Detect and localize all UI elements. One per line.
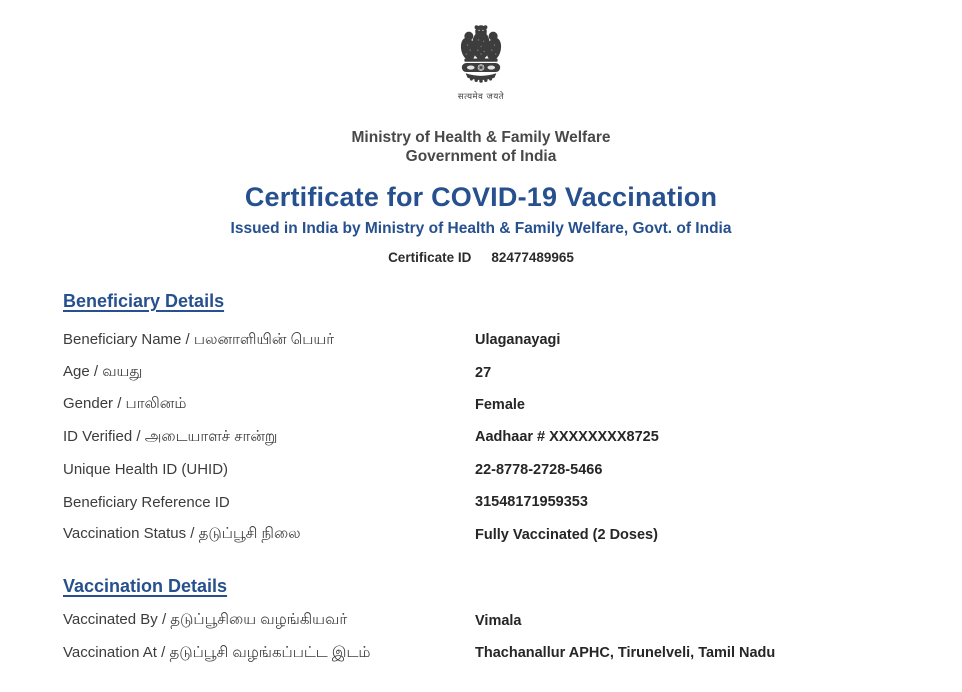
detail-row [63,421,899,453]
certificate-subtitle: Issued in India by Ministry of Health & Family Welfare, Govt. of India [230,220,732,237]
certificate-header [0,0,962,266]
field-label: Age / வயது [63,363,143,381]
india-national-emblem [449,22,513,103]
certificate-title: Certificate for COVID-19 Vaccination [244,182,718,212]
detail-row [63,637,899,669]
field-value: Vimala [475,612,522,629]
issuer-block [0,128,962,166]
certificate-id-label: Certificate ID [388,250,472,265]
field-label: Beneficiary Name / பலனாளியின் பெயர் [63,330,335,348]
vaccination-details-rows [63,605,899,670]
field-value: 27 [475,364,492,381]
detail-row [63,356,899,388]
detail-row [63,518,899,550]
certificate-id-line [0,250,962,266]
field-value: Fully Vaccinated (2 Doses) [475,526,658,543]
detail-row [63,486,899,518]
vaccination-details-heading: Vaccination Details [63,575,228,596]
certificate-body [0,266,962,670]
field-value: Female [475,396,525,413]
field-label: Gender / பாலினம் [63,395,187,413]
field-value: Ulaganayagi [475,332,561,349]
field-value: 31548171959353 [475,494,588,511]
detail-row [63,324,899,356]
government-name: Government of India [405,148,557,165]
beneficiary-details-rows [63,324,899,551]
satyameva-jayate-motto: सत्यमेव जयते [457,92,505,102]
field-label: Vaccination At / தடுப்பூசி வழங்கப்பட்ட இடம் [63,643,371,661]
field-label: Vaccination Status / தடுப்பூசி நிலை [63,525,301,543]
detail-row [63,454,899,486]
beneficiary-details-heading: Beneficiary Details [63,291,225,311]
field-value: Aadhaar # XXXXXXXX8725 [475,429,659,446]
vaccination-details-section [63,551,899,670]
field-label: Vaccinated By / தடுப்பூசியை வழங்கியவர் [63,611,348,629]
field-value: 22-8778-2728-5466 [475,461,603,478]
field-value: Thachanallur APHC, Tirunelveli, Tamil Nadu [475,645,776,662]
ashoka-lion-capital-icon [449,22,513,90]
beneficiary-details-section [63,266,899,551]
detail-row [63,605,899,637]
field-label: ID Verified / அடையாளச் சான்று [63,427,278,445]
certificate-id-value: 82477489965 [491,250,574,265]
field-label: Unique Health ID (UHID) [63,461,229,479]
ministry-name: Ministry of Health & Family Welfare [351,129,611,146]
field-label: Beneficiary Reference ID [63,493,230,511]
detail-row [63,389,899,421]
